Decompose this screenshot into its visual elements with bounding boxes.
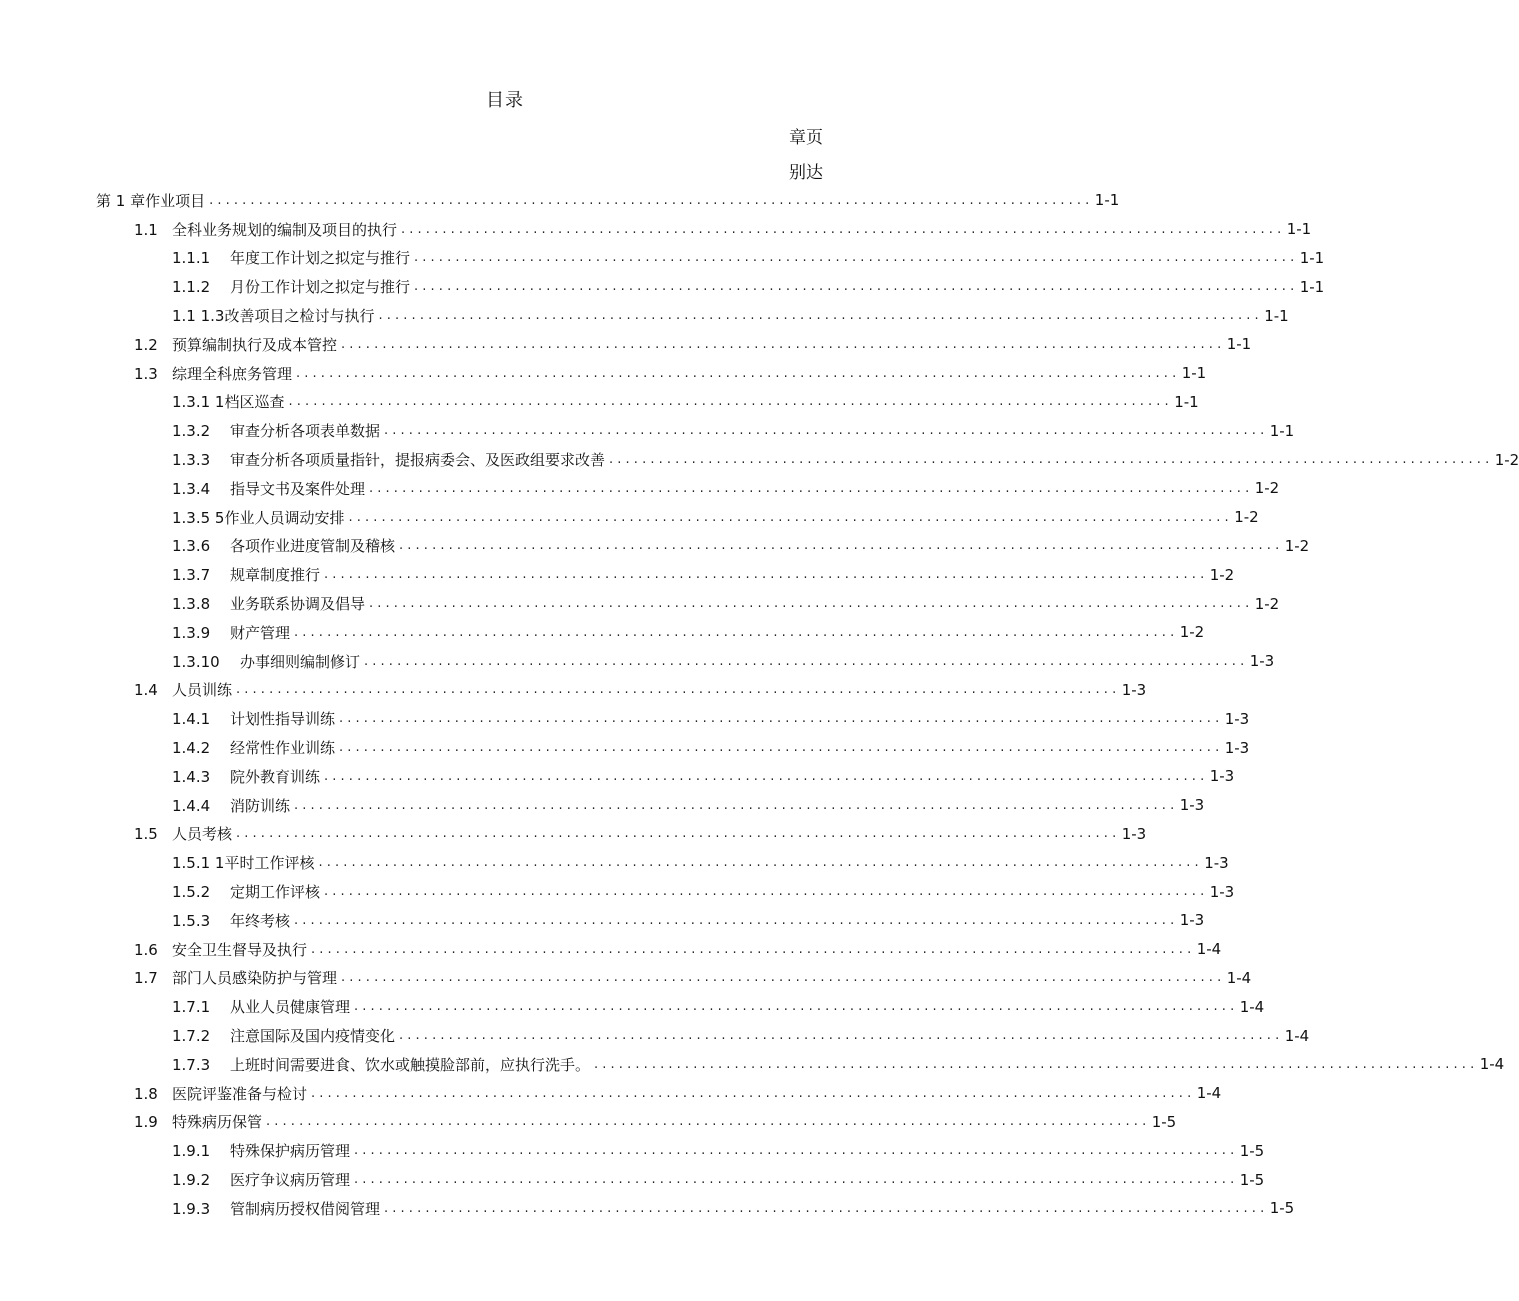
toc-entry-number: 第 1 章 — [96, 191, 146, 210]
dot-leader — [341, 970, 1221, 985]
toc-entry-page: 1-3 — [1249, 652, 1275, 671]
toc-entry[interactable] — [0, 186, 1120, 215]
toc-entry-label — [172, 996, 350, 1017]
dot-leader — [399, 538, 1279, 553]
toc-entry-text: 档区巡查 — [224, 393, 285, 412]
toc-entry-label — [172, 708, 335, 729]
toc-entry-text: 平时工作评核 — [224, 854, 315, 873]
toc-entry-label — [172, 391, 285, 412]
toc-entry-label — [172, 564, 320, 585]
toc-entry-number: 1.3.4 — [172, 479, 211, 498]
toc-entry-text: 人员训练 — [172, 681, 233, 700]
dot-leader — [369, 596, 1249, 611]
toc-entry-text: 财产管理 — [230, 623, 291, 642]
toc-entry[interactable] — [0, 1021, 1310, 1050]
toc-entry[interactable] — [0, 474, 1280, 503]
toc-entry-text: 改善项目之检讨与执行 — [224, 307, 375, 326]
toc-entry-text: 注意国际及国内疫情变化 — [230, 1027, 396, 1046]
toc-entry-label — [134, 823, 232, 844]
toc-entry[interactable] — [0, 1108, 1177, 1137]
toc-entry-number: 1.3.3 — [172, 451, 211, 470]
toc-entry-text: 作业人员调动安排 — [224, 508, 345, 527]
toc-entry-number: 1.4.1 — [172, 710, 211, 729]
toc-entry[interactable] — [0, 848, 1229, 877]
toc-entry[interactable] — [0, 647, 1275, 676]
toc-entry-label — [134, 679, 232, 700]
toc-entry-label — [172, 247, 410, 268]
toc-entry[interactable] — [0, 676, 1147, 705]
toc-entry-label — [96, 190, 205, 211]
toc-entry-text: 医院评鉴准备与检讨 — [172, 1084, 308, 1103]
toc-entry-label — [172, 737, 335, 758]
toc-entry-page: 1-3 — [1179, 796, 1205, 815]
toc-entry-label — [172, 622, 290, 643]
toc-entry-page: 1-1 — [1286, 220, 1312, 239]
toc-entry-number: 1.1.2 — [172, 278, 211, 297]
toc-entry[interactable] — [0, 330, 1252, 359]
dot-leader — [339, 711, 1219, 726]
dot-leader — [266, 1114, 1146, 1129]
toc-entry[interactable] — [0, 359, 1207, 388]
toc-entry-page: 1-5 — [1239, 1141, 1265, 1160]
toc-entry-text: 医疗争议病历管理 — [230, 1171, 351, 1190]
toc-entry-number: 1.4.3 — [172, 767, 211, 786]
dot-leader — [319, 855, 1199, 870]
toc-entry-page: 1-5 — [1269, 1199, 1295, 1218]
toc-entry-number: 1.7.3 — [172, 1055, 211, 1074]
toc-entry-page: 1-4 — [1196, 1084, 1222, 1103]
toc-entry-label — [172, 276, 410, 297]
dot-leader — [399, 1028, 1279, 1043]
toc-entry-number: 1.4 — [134, 681, 158, 700]
toc-entry-number: 1.3.6 — [172, 537, 211, 556]
toc-entry[interactable] — [0, 906, 1205, 935]
toc-entry-label — [134, 939, 307, 960]
toc-entry-text: 年度工作计划之拟定与推行 — [230, 249, 411, 268]
toc-entry-label — [134, 1083, 307, 1104]
dot-leader — [354, 999, 1234, 1014]
toc-entry-text: 业务联系协调及倡导 — [230, 595, 366, 614]
toc-entry-text: 计划性指导训练 — [230, 710, 336, 729]
dot-leader — [236, 826, 1116, 841]
dot-leader — [289, 394, 1169, 409]
toc-entry-page: 1-3 — [1204, 853, 1229, 872]
toc-entry[interactable] — [0, 1194, 1295, 1223]
toc-entry-label — [172, 449, 605, 470]
dot-leader — [294, 913, 1174, 928]
toc-entry-text: 院外教育训练 — [230, 767, 321, 786]
toc-entry-page: 1-3 — [1224, 709, 1250, 728]
toc-entry-page: 1-3 — [1209, 882, 1235, 901]
toc-title: 目录 — [486, 90, 524, 111]
toc-entry-page: 1-4 — [1226, 968, 1252, 987]
toc-entry-number: 1.9.2 — [172, 1171, 211, 1190]
dot-leader — [236, 682, 1116, 697]
dot-leader — [209, 193, 1089, 208]
toc-entry-number: 1.7 — [134, 969, 158, 988]
toc-entry[interactable] — [0, 791, 1205, 820]
toc-entry-page: 1-4 — [1284, 1026, 1310, 1045]
toc-entry-text: 审查分析各项质量指针，提报病委会、及医政组要求改善 — [230, 451, 606, 470]
toc-entry-label — [172, 1025, 395, 1046]
dot-leader — [384, 1201, 1264, 1216]
toc-entry-number: 1.2 — [134, 335, 158, 354]
toc-entry[interactable] — [0, 532, 1310, 561]
toc-entry-number: 1.9.3 — [172, 1199, 211, 1218]
toc-entry-text: 消防训练 — [230, 796, 291, 815]
extra-header: 别达 — [789, 163, 823, 183]
chapter-page-header: 章页 — [789, 128, 823, 148]
toc-entry-number: 1.8 — [134, 1084, 158, 1103]
dot-leader — [341, 337, 1221, 352]
toc-entry-text: 人员考核 — [172, 825, 233, 844]
toc-entry-page: 1-3 — [1224, 738, 1250, 757]
dot-leader — [384, 423, 1264, 438]
dot-leader — [401, 222, 1281, 237]
dot-leader — [354, 1143, 1234, 1158]
toc-entry-text: 规章制度推行 — [230, 566, 321, 585]
toc-entry-page: 1-4 — [1196, 940, 1222, 959]
toc-entry-number: 1.1 1.3 — [172, 307, 225, 326]
toc-entry-page: 1-2 — [1494, 450, 1519, 469]
toc-entry-number: 1.6 — [134, 940, 158, 959]
toc-entry-number: 1.9.1 — [172, 1142, 211, 1161]
toc-entry-page: 1-2 — [1254, 479, 1280, 498]
toc-entry[interactable] — [0, 877, 1235, 906]
toc-entry-text: 部门人员感染防护与管理 — [172, 969, 338, 988]
toc-entry-label — [172, 535, 395, 556]
toc-entry[interactable] — [0, 503, 1259, 532]
dot-leader — [296, 366, 1176, 381]
toc-entry-page: 1-2 — [1234, 508, 1259, 527]
toc-entry[interactable] — [0, 244, 1325, 273]
toc-entry-page: 1-1 — [1094, 191, 1120, 210]
dot-leader — [294, 625, 1174, 640]
toc-entry-text: 经常性作业训练 — [230, 739, 336, 758]
dot-leader — [414, 279, 1294, 294]
toc-entry-label — [172, 305, 375, 326]
toc-entry-page: 1-1 — [1181, 364, 1207, 383]
toc-entry-label — [172, 478, 365, 499]
toc-entry[interactable] — [0, 935, 1222, 964]
toc-entry-number: 1.5 — [134, 825, 158, 844]
dot-leader — [414, 250, 1294, 265]
toc-entry-text: 全科业务规划的编制及项目的执行 — [172, 220, 398, 239]
toc-entry[interactable] — [0, 416, 1295, 445]
toc-entry-number: 1.3.2 — [172, 422, 211, 441]
toc-entry[interactable] — [0, 1079, 1222, 1108]
toc-entry-page: 1-2 — [1254, 594, 1280, 613]
toc-entry-number: 1.4.4 — [172, 796, 211, 815]
toc-entry-page: 1-2 — [1179, 623, 1205, 642]
toc-entry-number: 1.3.7 — [172, 566, 211, 585]
toc-entry-label — [172, 593, 365, 614]
toc-entry[interactable] — [0, 445, 1519, 474]
toc-entry-label — [172, 1054, 590, 1075]
dot-leader — [339, 740, 1219, 755]
toc-entry[interactable] — [0, 388, 1199, 417]
toc-entry-page: 1-2 — [1209, 565, 1235, 584]
toc-entry-label — [172, 420, 380, 441]
toc-entry[interactable] — [0, 1136, 1265, 1165]
toc-entry-text: 定期工作评核 — [230, 883, 321, 902]
toc-entry-number: 1.7.1 — [172, 998, 211, 1017]
toc-entry-label — [172, 1140, 350, 1161]
toc-entry-page: 1-3 — [1179, 911, 1205, 930]
toc-entry-page: 1-5 — [1151, 1112, 1177, 1131]
toc-entry[interactable] — [0, 1165, 1265, 1194]
toc-entry-page: 1-3 — [1209, 767, 1235, 786]
toc-entry[interactable] — [0, 1050, 1505, 1079]
toc-entry-label — [172, 1169, 350, 1190]
toc-entry-text: 安全卫生督导及执行 — [172, 940, 308, 959]
toc-entry-text: 特殊病历保管 — [172, 1113, 263, 1132]
toc-entry-number: 1.9 — [134, 1113, 158, 1132]
toc-entry-page: 1-1 — [1269, 421, 1295, 440]
dot-leader — [294, 798, 1174, 813]
dot-leader — [354, 1172, 1234, 1187]
toc-entry-text: 月份工作计划之拟定与推行 — [230, 278, 411, 297]
toc-entry-page: 1-3 — [1121, 680, 1147, 699]
toc-entry[interactable] — [0, 762, 1235, 791]
toc-entry-number: 1.5.1 1 — [172, 854, 225, 873]
toc-entry-number: 1.4.2 — [172, 739, 211, 758]
toc-entry[interactable] — [0, 215, 1312, 244]
toc-entry-label — [172, 881, 320, 902]
toc-entry-number: 1.5.2 — [172, 883, 211, 902]
toc-entry-label — [172, 507, 345, 528]
toc-entry-number: 1.7.2 — [172, 1027, 211, 1046]
dot-leader — [364, 654, 1244, 669]
toc-entry-label — [172, 795, 290, 816]
toc-entry[interactable] — [0, 704, 1250, 733]
toc-entry-text: 作业项目 — [145, 191, 206, 210]
toc-entry-text: 从业人员健康管理 — [230, 998, 351, 1017]
toc-entry-page: 1-1 — [1299, 277, 1325, 296]
dot-leader — [349, 510, 1229, 525]
dot-leader — [324, 769, 1204, 784]
toc-entry-page: 1-4 — [1239, 997, 1265, 1016]
toc-entry-number: 1.3.9 — [172, 623, 211, 642]
toc-entry-text: 综理全科庶务管理 — [172, 364, 293, 383]
toc-entry-text: 特殊保护病历管理 — [230, 1142, 351, 1161]
toc-entry-text: 审查分析各项表单数据 — [230, 422, 381, 441]
toc-entry-label — [172, 852, 315, 873]
toc-entry-page: 1-1 — [1174, 392, 1199, 411]
dot-leader — [311, 942, 1191, 957]
toc-entry[interactable] — [0, 964, 1252, 993]
toc-entry-label — [172, 910, 290, 931]
toc-entry-page: 1-1 — [1264, 306, 1289, 325]
toc-entry[interactable] — [0, 820, 1147, 849]
toc-entry-label — [134, 334, 337, 355]
toc-entry-page: 1-1 — [1299, 248, 1325, 267]
toc-entry-text: 各项作业进度管制及稽核 — [230, 537, 396, 556]
toc-entry-page: 1-4 — [1479, 1055, 1505, 1074]
toc-entry-label — [172, 651, 360, 672]
toc-entry-number: 1.3 — [134, 364, 158, 383]
toc-entry[interactable] — [0, 618, 1205, 647]
toc-entry[interactable] — [0, 992, 1265, 1021]
toc-entry[interactable] — [0, 272, 1325, 301]
toc-entry-text: 预算编制执行及成本管控 — [172, 335, 338, 354]
toc-entry-page: 1-3 — [1121, 824, 1147, 843]
toc-entry-page: 1-1 — [1226, 335, 1252, 354]
dot-leader — [609, 452, 1489, 467]
toc-entry-page: 1-5 — [1239, 1170, 1265, 1189]
toc-entry-number: 1.3.10 — [172, 652, 220, 671]
toc-entry-label — [172, 766, 320, 787]
toc-entry-number: 1.5.3 — [172, 911, 211, 930]
dot-leader — [311, 1086, 1191, 1101]
toc-entry-label — [134, 1111, 262, 1132]
toc-entry-number: 1.1.1 — [172, 249, 211, 268]
toc-entry[interactable] — [0, 589, 1280, 618]
dot-leader — [324, 567, 1204, 582]
toc-entry-text: 办事细则编制修订 — [240, 652, 361, 671]
toc-entry-number: 1.1 — [134, 220, 158, 239]
toc-entry-number: 1.3.8 — [172, 595, 211, 614]
toc-entry-number: 1.3.1 1 — [172, 393, 225, 412]
toc-entry-label — [134, 219, 397, 240]
toc-entry-number: 1.3.5 5 — [172, 508, 225, 527]
toc-entry[interactable] — [0, 301, 1289, 330]
toc-entry-label — [134, 363, 292, 384]
toc-entry[interactable] — [0, 560, 1235, 589]
toc-entry-text: 指导文书及案件处理 — [230, 479, 366, 498]
dot-leader — [369, 481, 1249, 496]
dot-leader — [594, 1057, 1474, 1072]
toc-entry-page: 1-2 — [1284, 536, 1310, 555]
toc-entry[interactable] — [0, 733, 1250, 762]
toc-entry-label — [172, 1198, 380, 1219]
toc-entry-text: 上班时间需要进食、饮水或触摸脸部前，应执行洗手。 — [230, 1055, 591, 1074]
dot-leader — [324, 884, 1204, 899]
toc-entry-label — [134, 967, 337, 988]
dot-leader — [379, 308, 1259, 323]
toc-entry-text: 年终考核 — [230, 911, 291, 930]
toc-entry-text: 管制病历授权借阅管理 — [230, 1199, 381, 1218]
